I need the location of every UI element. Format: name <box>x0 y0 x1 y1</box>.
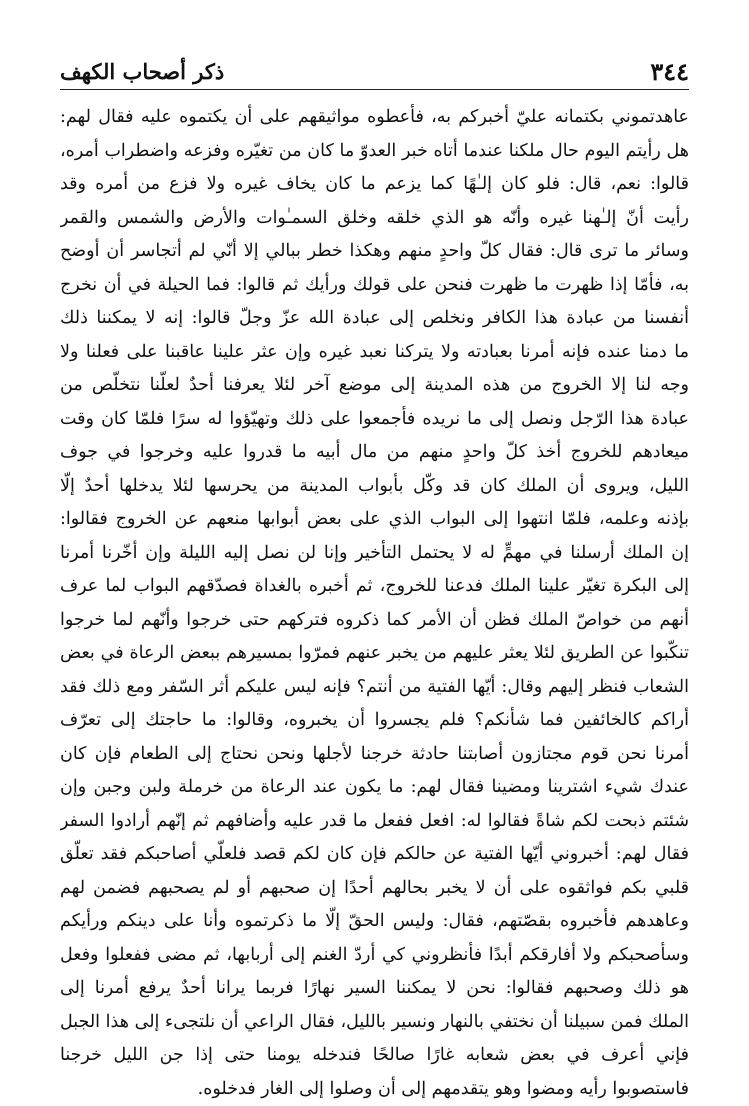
text-line: تنكّبوا عن الطريق لئلا يعثر عليهم من يخبر عنهم فمرّوا بمسيرهم ببعض الرعاة في بعض <box>60 637 689 671</box>
page-number: ٣٤٤ <box>650 57 689 86</box>
text-line: أراكم كالخائفين فما شأنكم؟ فلم يجسروا أن يخبروه، وقالوا: ما حاجتك إلى تعرّف <box>60 704 689 738</box>
text-line: وعاهدهم فأخبروه بقصّتهم، فقال: وليس الحقّ إلّا ما ذكرتموه وأنا على دينكم ورأيكم <box>60 905 689 939</box>
text-line: وسأصحبكم ولا أفارقكم أبدًا فأنظروني كي أردّ الغنم إلى أربابها، ثم مضى ففعلوا وفعل <box>60 939 689 973</box>
header-divider <box>60 89 689 90</box>
text-line: بإذنه وعلمه، فلمّا انتهوا إلى البواب الذي على بعض أبوابها منعهم عن الخروج فقالوا: <box>60 503 689 537</box>
text-line: عندك شيء اشترينا ومضينا فقال لهم: ما يكون عند الرعاة من خرملة ولبن وجبن وإن <box>60 771 689 805</box>
text-line: به، فأمّا إذا ظهرت ما ظهرت فنحن على قولك ورأيك ثم قالوا: فما الحيلة في أن نخرج <box>60 269 689 303</box>
text-line: هو ذلك وصحبهم فقالوا: نحن لا يمكننا السير نهارًا فربما يرانا أحدٌ يرفع أمرنا إلى <box>60 972 689 1006</box>
text-line: الليل، ويروى أن الملك كان قد وكّل بأبواب المدينة من يحرسها لئلا يدخلها أحدٌ إلّا <box>60 470 689 504</box>
text-line: فاستصوبوا رأيه ومضوا وهو يتقدمهم إلى أن وصلوا إلى الغار فدخلوه. <box>60 1073 689 1106</box>
text-line: أمرنا نحن قوم مجتازون أصابتنا حادثة خرجنا لأجلها ونحن نحتاج إلى الطعام فإن كان <box>60 738 689 772</box>
text-line: الشعاب فنظر إليهم وقال: أيّها الفتية من أنتم؟ فإنه ليس عليكم أثر السّفر ومع ذلك فقد <box>60 671 689 705</box>
text-line: رأيت أنّ إلـٰهنا غيره وأنّه هو الذي خلقه وخلق السمـٰوات والأرض والشمس والقمر <box>60 202 689 236</box>
text-line: وسائر ما ترى قال: فقال كلّ واحدٍ منهم وهكذا خطر ببالي إلا أنّي لم أتجاسر أن أوضح <box>60 235 689 269</box>
text-line: وجه لنا إلا الخروج من هذه المدينة إلى موضع آخر لئلا يعرفنا أحدٌ لعلّنا نتخلّص من <box>60 369 689 403</box>
text-line: قالوا: نعم، قال: فلو كان إلـٰهًا كما يزعم ما كان يخاف غيره ولا فزع من أمره وقد <box>60 168 689 202</box>
text-line: فإني أعرف في بعض شعابه غارًا صالحًا فندخله يومنا حتى إذا جن الليل خرجنا <box>60 1039 689 1073</box>
text-line: ميعادهم للخروج أخذ كلّ واحدٍ منهم من مال أبيه ما قدروا عليه وخرجوا في جوف <box>60 436 689 470</box>
text-line: شئتم ذبحت لكم شاةً فقالوا له: افعل ففعل ما قدر عليه وأضافهم ثم إنّهم أرادوا السفر <box>60 805 689 839</box>
running-title: ذكر أصحاب الكهف <box>60 59 224 84</box>
text-line: قلبي بكم فواثقوه على أن لا يخبر بحالهم أحدًا إن صحبهم أو لم يصحبهم فضمن لهم <box>60 872 689 906</box>
text-line: ما دمنا عنده فإنه أمرنا بعبادته ولا يتركنا نعبد غيره وإن عثر علينا عاقبنا على فعلنا ولا <box>60 336 689 370</box>
text-line: أنفسنا من عبادة هذا الكافر ونخلص إلى عبادة الله عزّ وجلّ قالوا: إنه لا يمكننا ذلك <box>60 302 689 336</box>
text-line: الملك فمن سبيلنا أن نختفي بالنهار ونسير بالليل، فقال الراعي أن نلتجىء إلى هذا الجبل <box>60 1006 689 1040</box>
text-line: عاهدتموني بكتمانه عليّ أخبركم به، فأعطوه مواثيقهم على أن يكتموه عليه فقال لهم: <box>60 101 689 135</box>
text-line: هل رأيتم اليوم حال ملكنا عندما أتاه خبر العدوّ ما كان من تغيّره وفزعه واضطراب أمره، <box>60 135 689 169</box>
text-line: إن الملك أرسلنا في مهمٍّ له لا يحتمل التأخير وإنا لن نصل إليه الليلة وإن أخّرنا أمرنا <box>60 537 689 571</box>
body-text <box>60 101 689 1106</box>
page-header <box>60 54 689 88</box>
text-line: عبادة هذا الرّجل ونصل إلى ما نريده فأجمعوا على ذلك وتهيّؤوا له سرًا فلمّا كان وقت <box>60 403 689 437</box>
text-line: فقال لهم: أخبروني أيّها الفتية عن حالكم فإن كان لكم قصد فلعلّي أصاحبكم فقد تعلّق <box>60 838 689 872</box>
text-line: إلى البكرة تغيّر علينا الملك فدعنا للخروج، ثم أخبره بالغداة فصدّقهم البواب لما عرف <box>60 570 689 604</box>
text-line: أنهم من خواصّ الملك فظن أن الأمر كما ذكروه فتركهم حتى خرجوا وأنّهم لما خرجوا <box>60 604 689 638</box>
